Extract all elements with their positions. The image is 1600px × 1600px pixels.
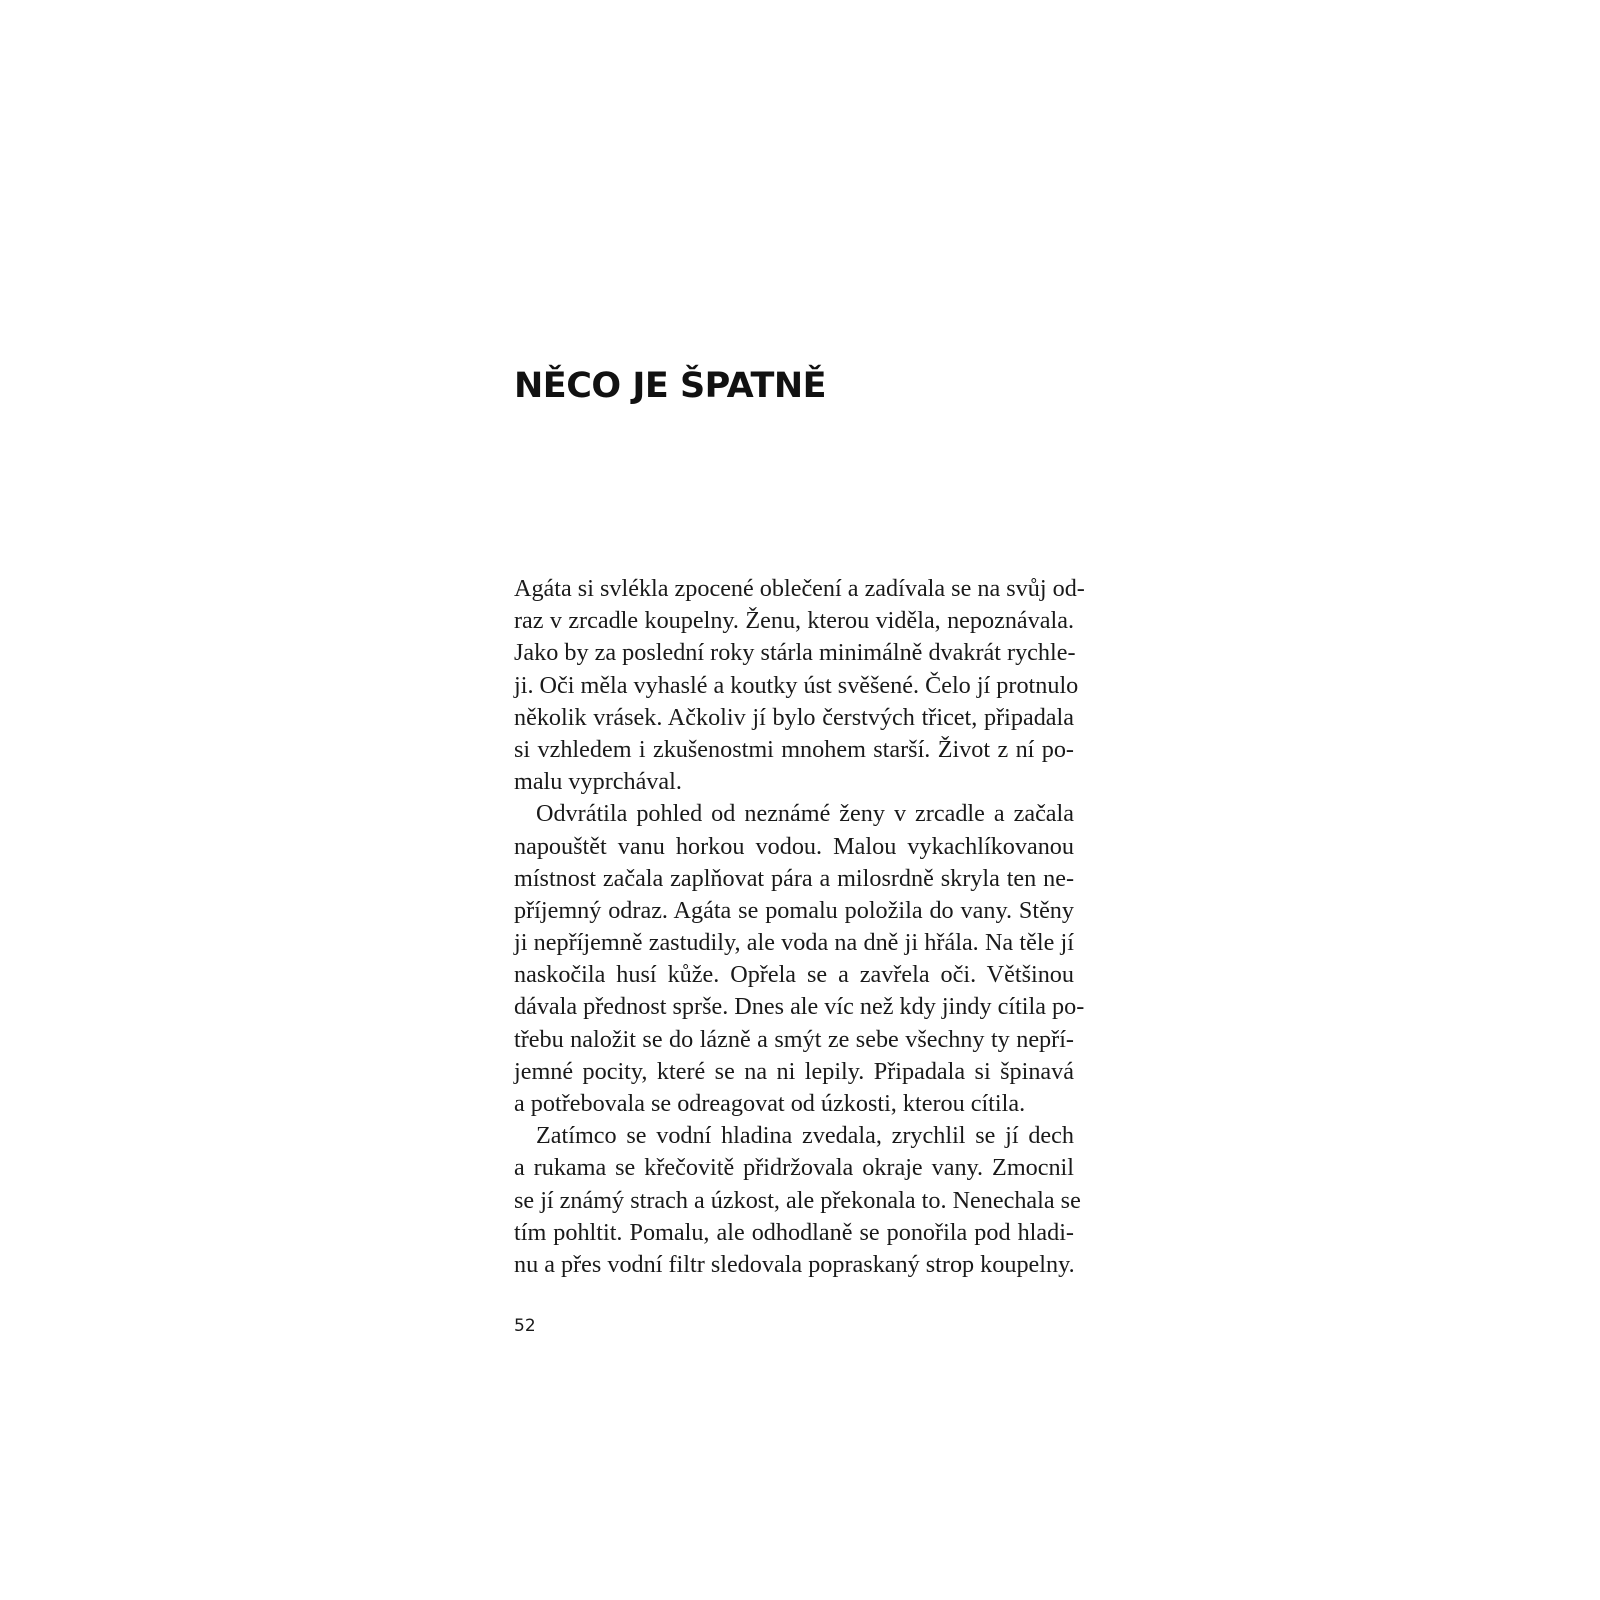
- text-line: raz v zrcadle koupelny. Ženu, kterou viděla, nepoznávala.: [514, 607, 1074, 635]
- chapter-body: [514, 573, 1085, 1281]
- text-line: tím pohltit. Pomalu, ale odhodlaně se ponořila pod hladi-: [514, 1218, 1074, 1246]
- text-line: Zatímco se vodní hladina zvedala, zrychlil se jí dech: [536, 1122, 1074, 1150]
- text-line: Jako by za poslední roky stárla minimálně dvakrát rychle-: [514, 639, 1076, 667]
- text-line: a potřebovala se odreagovat od úzkosti, kterou cítila.: [514, 1090, 1026, 1117]
- text-line: ji. Oči měla vyhaslé a koutky úst svěšené. Čelo jí protnulo: [514, 671, 1079, 699]
- text-line: místnost začala zaplňovat pára a milosrdně skryla ten ne-: [514, 864, 1074, 892]
- text-line: se jí známý strach a úzkost, ale překonala to. Nenechala se: [514, 1186, 1081, 1214]
- text-line: ji nepříjemně zastudily, ale voda na dně ji hřála. Na těle jí: [514, 929, 1074, 957]
- text-line: nu a přes vodní filtr sledovala popraskaný strop koupelny.: [514, 1250, 1075, 1278]
- text-line: příjemný odraz. Agáta se pomalu položila do vany. Stěny: [514, 896, 1074, 924]
- text-line: a rukama se křečovitě přidržovala okraje vany. Zmocnil: [514, 1154, 1074, 1182]
- text-line: Odvrátila pohled od neznámé ženy v zrcadle a začala: [536, 800, 1074, 828]
- text-line: naskočila husí kůže. Opřela se a zavřela oči. Většinou: [514, 961, 1074, 989]
- text-line: jemné pocity, které se na ni lepily. Připadala si špinavá: [514, 1057, 1074, 1085]
- page-number: 52: [514, 1316, 536, 1336]
- chapter-title: NĚCO JE ŠPATNĚ: [514, 366, 827, 406]
- text-line: Agáta si svlékla zpocené oblečení a zadívala se na svůj od-: [514, 575, 1085, 602]
- text-line: malu vyprchával.: [514, 768, 682, 796]
- text-line: napouštět vanu horkou vodou. Malou vykachlíkovanou: [514, 832, 1074, 860]
- text-line: si vzhledem i zkušenostmi mnohem starší. Život z ní po-: [514, 735, 1074, 763]
- text-line: několik vrásek. Ačkoliv jí bylo čerstvých třicet, připadala: [514, 703, 1074, 731]
- text-line: třebu naložit se do lázně a smýt ze sebe všechny ty nepří-: [514, 1025, 1074, 1053]
- text-line: dávala přednost sprše. Dnes ale víc než kdy jindy cítila po-: [514, 993, 1085, 1021]
